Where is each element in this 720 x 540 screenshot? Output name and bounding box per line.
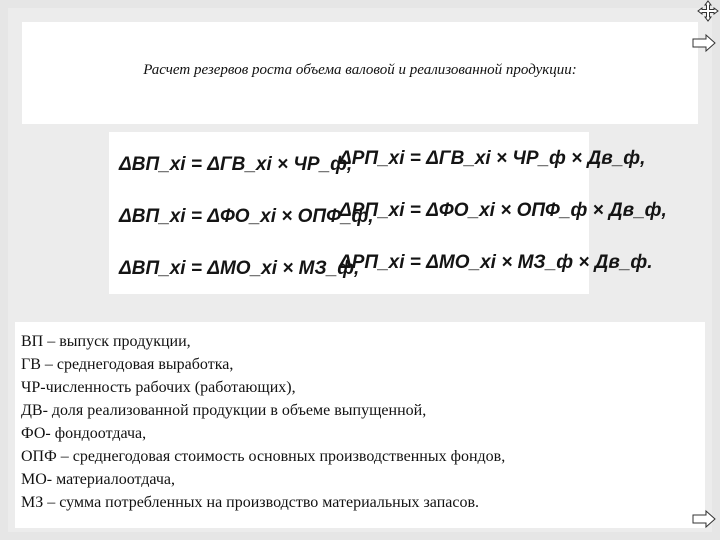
definition-item: ВП – выпуск продукции, <box>21 333 191 350</box>
definition-item: МЗ – сумма потребленных на производство материальных запасов. <box>21 494 480 511</box>
formula-right-2: ΔРП_xi = ΔФО_xi × ОПФ_ф × Дв_ф, <box>339 200 667 221</box>
arrow-right-icon[interactable] <box>692 510 716 528</box>
slide-title: Расчет резервов роста объема валовой и реализованной продукции: <box>143 61 577 78</box>
formula-right-1: ΔРП_xi = ΔГВ_xi × ЧР_ф × Дв_ф, <box>339 148 646 169</box>
definitions-panel <box>15 322 705 528</box>
definition-item: ДВ- доля реализованной продукции в объеме выпущенной, <box>21 402 427 419</box>
definition-item: ГВ – среднегодовая выработка, <box>21 356 234 373</box>
definition-item: ФО- фондоотдача, <box>21 425 147 442</box>
definition-item: МО- материалоотдача, <box>21 471 176 488</box>
definition-item: ОПФ – среднегодовая стоимость основных производственных фондов, <box>21 448 506 465</box>
formula-image <box>109 132 667 294</box>
move-icon[interactable] <box>697 0 719 22</box>
arrow-right-icon[interactable] <box>692 34 716 52</box>
formula-left-1: ΔВП_xi = ΔГВ_xi × ЧР_ф, <box>119 154 353 175</box>
formula-right-3: ΔРП_xi = ΔМО_xi × МЗ_ф × Дв_ф. <box>339 252 653 273</box>
formula-left-3: ΔВП_xi = ΔМО_xi × МЗ_ф, <box>119 258 360 279</box>
definitions-list <box>15 322 705 514</box>
title-panel <box>22 22 698 124</box>
definition-item: ЧР-численность рабочих (работающих), <box>21 379 296 396</box>
formula-left-2: ΔВП_xi = ΔФО_xi × ОПФ_ф, <box>119 206 374 227</box>
